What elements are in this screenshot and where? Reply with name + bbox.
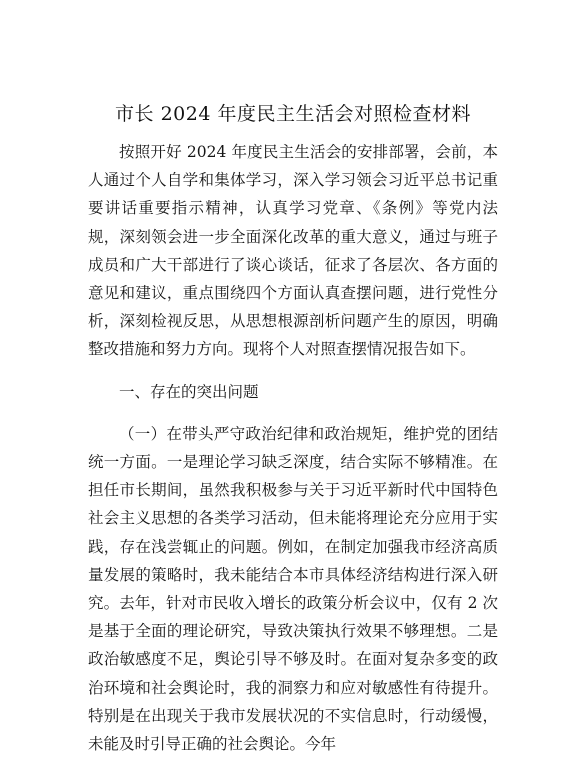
section-heading: 一、存在的突出问题: [119, 382, 259, 401]
document-title: 市长 2024 年度民主生活会对照检查材料: [115, 103, 471, 125]
intro-paragraph: 按照开好 2024 年度民主生活会的安排部署，会前，本人通过个人自学和集体学习，深入学习领会习近平总书记重要讲话重要指示精神，认真学习党章、《条例》等党内法规，深刻领会进一步全面深化改革的重大意义，通过与班子成员和广大干部进行了谈心谈话，征求了各层次、各方面的意见和建议，重点围绕四个方面认真查摆问题，进行党性分析，深刻检视反思，从思想根源剖析问题产生的原因，明确整改措施和努力方向。现将个人对照查摆情况报告如下。: [88, 143, 498, 359]
document-body: [88, 138, 498, 758]
section-paragraph: （一）在带头严守政治纪律和政治规矩，维护党的团结统一方面。一是理论学习缺乏深度，结合实际不够精准。在担任市长期间，虽然我积极参与关于习近平新时代中国特色社会主义思想的各类学习活动，但未能将理论充分应用于实践，存在浅尝辄止的问题。例如，在制定加强我市经济高质量发展的策略时，我未能结合本市具体经济结构进行深入研究。去年，针对市民收入增长的政策分析会议中，仅有 2 次是基于全面的理论研究，导致决策执行效果不够理想。二是政治敏感度不足，舆论引导不够及时。在面对复杂多变的政治环境和社会舆论时，我的洞察力和应对敏感性有待提升。特别是在出现关于我市发展状况的不实信息时，行动缓慢，未能及时引导正确的社会舆论。今年: [88, 424, 498, 754]
